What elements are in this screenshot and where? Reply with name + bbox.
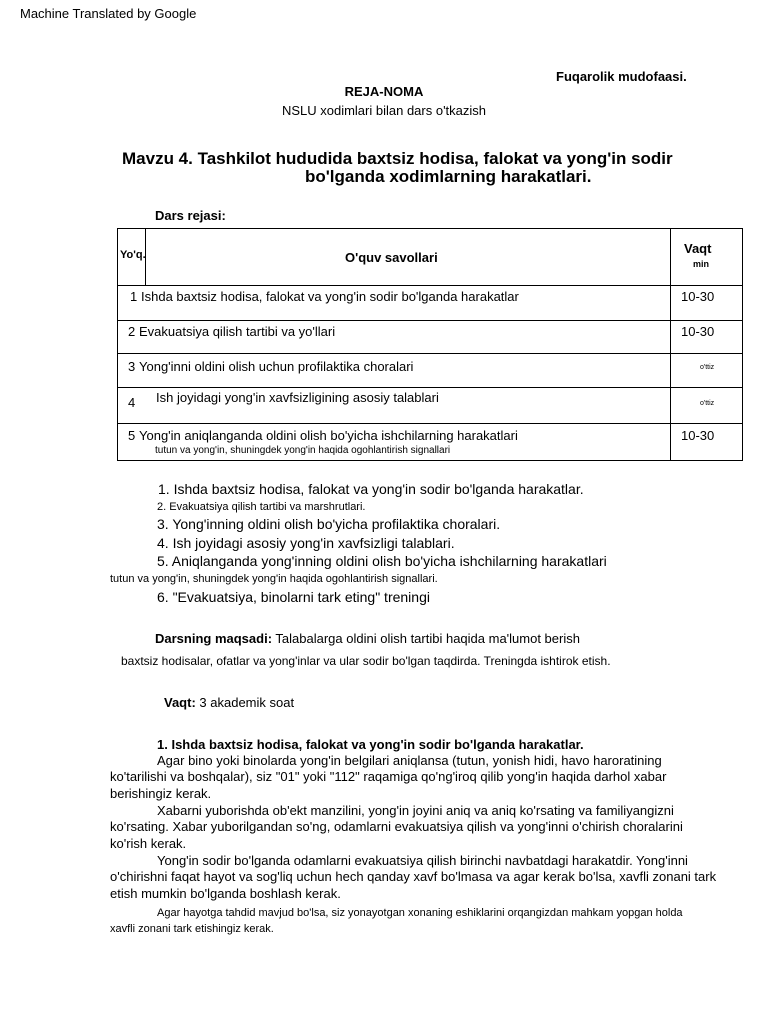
topic-title-line1: Mavzu 4. Tashkilot hududida baxtsiz hodisa, falokat va yong'in sodir (122, 149, 673, 168)
table-row-question: Evakuatsiya qilish tartibi va yo'llari (139, 324, 336, 339)
column-header-time-unit: min (693, 259, 710, 269)
section-paragraph: Agar hayotga tahdid mavjud bo'lsa, siz yonayotgan xonaning eshiklarini orqangizdan mahkam yopgan holda xavfli zonani tark etishingiz kerak. (110, 907, 683, 935)
column-header-number: Yo'q. (120, 249, 146, 261)
table-row-number: 3 (128, 359, 136, 374)
machine-translated-note: Machine Translated by Google (20, 6, 197, 21)
topic-title-line2: bo'lganda xodimlarning harakatlari. (305, 167, 592, 186)
list-item: 3. Yong'inning oldini olish bo'yicha profilaktika choralari. (157, 516, 501, 532)
lesson-purpose-continued: baxtsiz hodisalar, ofatlar va yong'inlar va ular sodir bo'lgan taqdirda. Treningda ishtirok etish. (121, 654, 611, 668)
table-row-number: 4 (128, 395, 136, 410)
list-item: 1. Ishda baxtsiz hodisa, falokat va yong'in sodir bo'lganda harakatlar. (158, 481, 584, 497)
table-row-question: Ishda baxtsiz hodisa, falokat va yong'in sodir bo'lganda harakatlar (141, 289, 519, 304)
plan-title: REJA-NOMA (344, 84, 424, 99)
section-paragraph: Agar bino yoki binolarda yong'in belgilari aniqlansa (tutun, yonish hidi, havo haroratining ko'tarilishi va boshqalar), siz "01" yoki "112" raqamiga qo'ng'iroq qilib yong'in haqida darhol xabar berishingiz kerak. (110, 753, 667, 801)
table-row-question: Yong'inni oldini olish uchun profilaktika choralari (139, 359, 414, 374)
table-row-question: Ish joyidagi yong'in xavfsizligining asosiy talablari (156, 390, 439, 405)
organization-name: Fuqarolik mudofaasi. (556, 69, 687, 84)
lesson-duration-value: 3 akademik soat (199, 695, 295, 710)
list-item: tutun va yong'in, shuningdek yong'in haqida ogohlantirish signallari. (110, 573, 438, 585)
table-row-number: 2 (128, 324, 136, 339)
list-item: 2. Evakuatsiya qilish tartibi va marshrutlari. (157, 501, 366, 513)
lesson-purpose (155, 631, 580, 646)
table-row-time: o'ttiz (700, 364, 715, 371)
column-header-time: Vaqt (684, 241, 712, 256)
table-row-time: 10-30 (681, 324, 715, 339)
table-row-number: 1 (130, 289, 138, 304)
table-row-question-continued: tutun va yong'in, shuningdek yong'in haqida ogohlantirish signallari (155, 445, 451, 456)
section-heading: 1. Ishda baxtsiz hodisa, falokat va yong'in sodir bo'lganda harakatlar. (157, 737, 584, 752)
lesson-purpose-label: Darsning maqsadi: (155, 631, 273, 646)
lesson-plan-label: Dars rejasi: (155, 208, 226, 223)
table-row-number: 5 (128, 428, 136, 443)
lesson-duration (164, 695, 294, 710)
table-row-question: Yong'in aniqlanganda oldini olish bo'yicha ishchilarning harakatlari (139, 428, 518, 443)
table-row-time: o'ttiz (700, 400, 715, 407)
section-paragraph: Xabarni yuborishda ob'ekt manzilini, yong'in joyini aniq va aniq ko'rsating va familiyangizni ko'rsating. Xabar yuborilgandan so'ng, odamlarni evakuatsiya qilish va yong'inni o'chirish choralarini ko'rish kerak. (110, 803, 683, 851)
table-row-time: 10-30 (681, 289, 715, 304)
lesson-plan-table (117, 228, 743, 461)
lesson-purpose-text: Talabalarga oldini olish tartibi haqida ma'lumot berish (275, 631, 580, 646)
section-paragraph: Yong'in sodir bo'lganda odamlarni evakuatsiya qilish birinchi navbatdagi harakatdir. Yong'inni o'chirishni faqat hayot va sog'liq uchun hech qanday xavf bo'lmasa va agar kerak bo'lsa, xavfli zonani tark etish mumkin bo'lganda boshlash kerak. (110, 853, 717, 901)
list-item: 6. "Evakuatsiya, binolarni tark eting" treningi (157, 589, 430, 605)
plan-subtitle: NSLU xodimlari bilan dars o'tkazish (281, 103, 487, 118)
list-item: 4. Ish joyidagi asosiy yong'in xavfsizligi talablari. (157, 535, 455, 551)
column-header-questions: O'quv savollari (345, 250, 438, 265)
table-row-time: 10-30 (681, 428, 715, 443)
list-item: 5. Aniqlanganda yong'inning oldini olish bo'yicha ishchilarning harakatlari (157, 553, 607, 569)
lesson-duration-label: Vaqt: (164, 695, 196, 710)
